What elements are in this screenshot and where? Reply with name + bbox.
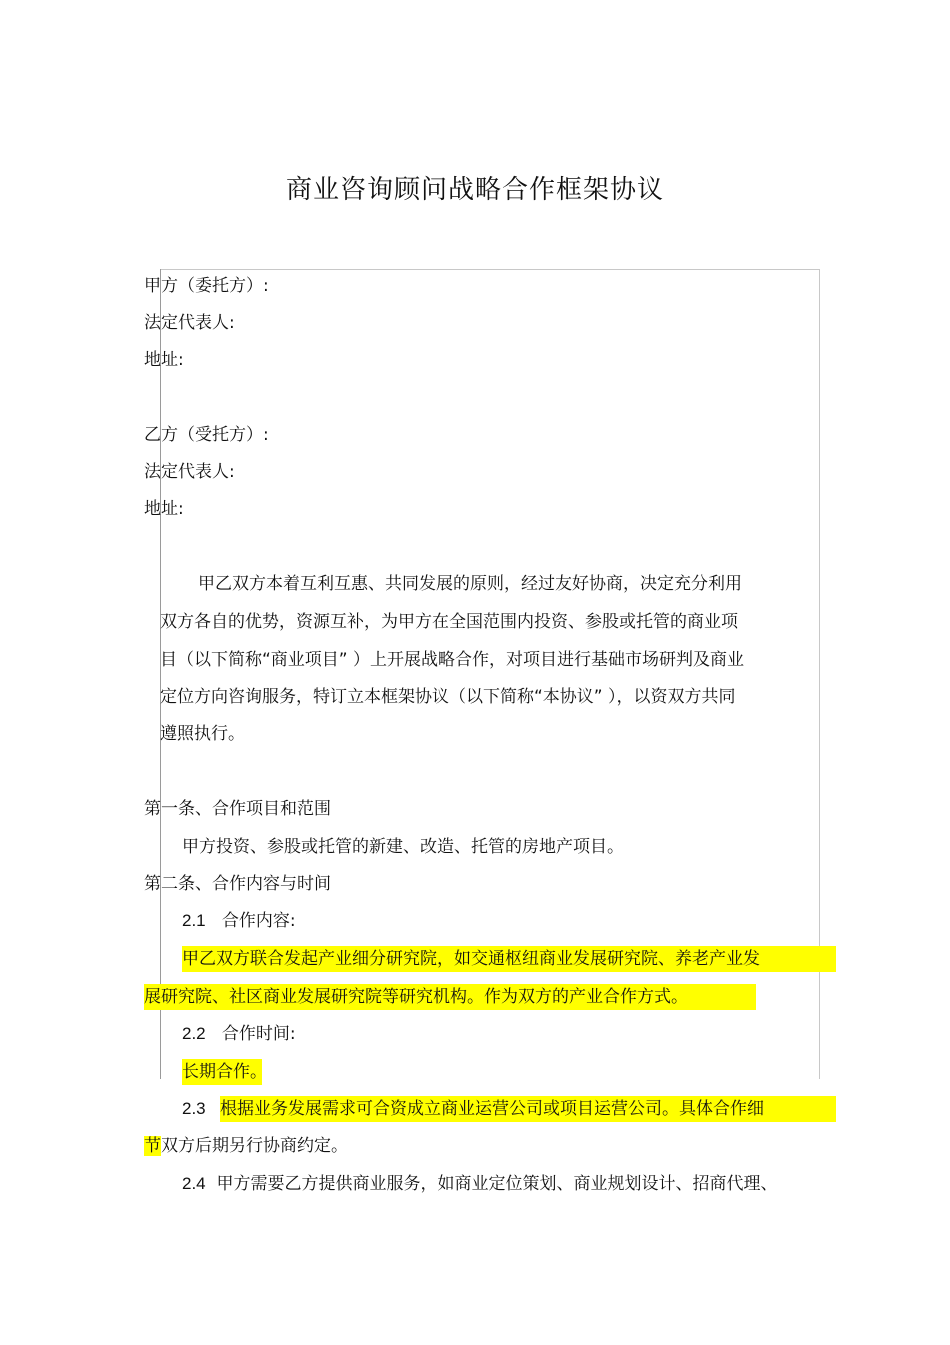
section-2-4-line (182, 1171, 777, 1197)
preamble-line: 遵照执行。 (160, 724, 245, 744)
article-1-heading: 第一条、合作项目和范围 (144, 799, 331, 819)
party-a-address: 地址: (144, 350, 184, 370)
preamble-line: 定位方向咨询服务，特订立本框架协议（以下简称“本协议” ），以资双方共同 (160, 687, 736, 707)
party-b-label: 乙方（受托方）: (144, 425, 269, 445)
section-number: 2.3 (182, 1099, 206, 1118)
section-number: 2.2 (182, 1024, 206, 1043)
section-2-1-text-line: 甲乙双方联合发起产业细分研究院，如交通枢纽商业发展研究院、养老产业发 (182, 949, 760, 969)
preamble-line: 甲乙双方本着互利互惠、共同发展的原则，经过友好协商，决定充分利用 (198, 574, 742, 594)
party-a-rep: 法定代表人: (144, 313, 235, 333)
section-2-1-header (182, 908, 296, 934)
page-frame-top-border (160, 269, 820, 270)
party-b-rep: 法定代表人: (144, 462, 235, 482)
preamble-line: 目（以下简称“商业项目” ）上开展战略合作，对项目进行基础市场研判及商业 (160, 650, 745, 670)
section-2-3-text-line: 根据业务发展需求可合资成立商业运营公司或项目运营公司。具体合作细 (220, 1099, 764, 1119)
preamble-line: 双方各自的优势，资源互补，为甲方在全国范围内投资、参股或托管的商业项 (160, 612, 738, 632)
section-2-2-header (182, 1021, 296, 1047)
section-number: 2.4 (182, 1174, 206, 1193)
section-2-2-text: 长期合作。 (182, 1062, 267, 1082)
article-1-body: 甲方投资、参股或托管的新建、改造、托管的房地产项目。 (182, 837, 624, 857)
page-frame-left-border (160, 269, 161, 1079)
document-title: 商业咨询顾问战略合作框架协议 (285, 175, 664, 205)
plain-text: 双方后期另行协商约定。 (161, 1136, 348, 1156)
section-label: 合作内容: (221, 911, 296, 931)
section-2-1-text-line: 展研究院、社区商业发展研究院等研究机构。作为双方的产业合作方式。 (144, 987, 688, 1007)
section-number: 2.1 (182, 911, 206, 930)
article-2-heading: 第二条、合作内容与时间 (144, 874, 331, 894)
section-2-4-text: 甲方需要乙方提供商业服务，如商业定位策划、商业规划设计、招商代理、 (216, 1174, 778, 1194)
section-2-3-text-line (144, 1133, 348, 1159)
party-a-label: 甲方（委托方）: (144, 276, 269, 296)
party-b-address: 地址: (144, 499, 184, 519)
section-label: 合作时间: (221, 1024, 296, 1044)
highlighted-text: 节 (144, 1136, 161, 1156)
